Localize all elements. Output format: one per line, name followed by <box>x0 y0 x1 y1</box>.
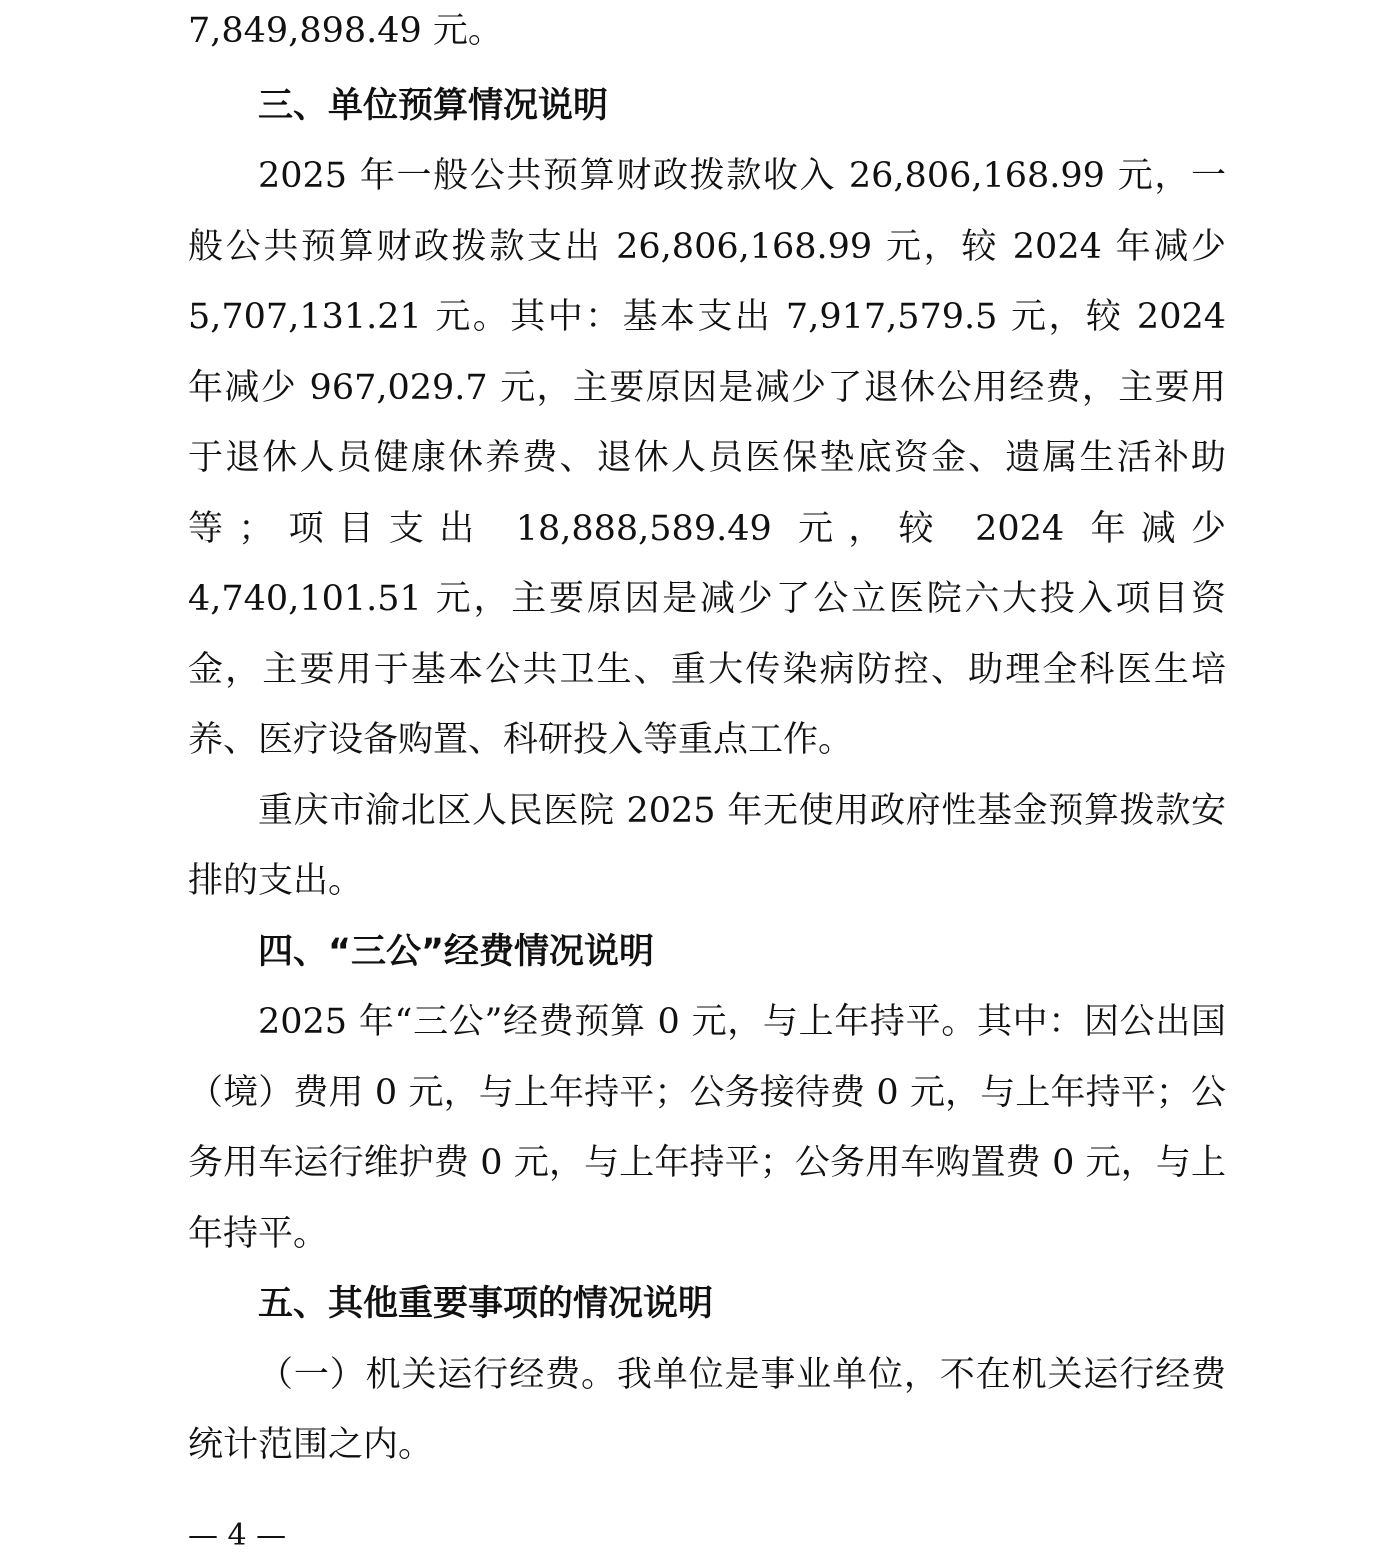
page-number: — 4 — <box>188 1518 287 1553</box>
section-5-heading: 五、其他重要事项的情况说明 <box>258 1284 714 1324</box>
section-3-paragraph-1: 2025 年一般公共预算财政拨款收入 26,806,168.99 元，一般公共预算财政拨款支出 26,806,168.99 元，较 2024 年减少 5,707,131.21 元。其中：基本支出 7,917,579.5 元，较 2024 年减少 967,029.7 元，主要原因是减少了退休公用经费，主要用于退休人员健康休养费、退休人员医保垫底资金、遗属生活补助等；项目支出 18,888,589.49 元，较 2024 年减少 4,740,101.51 元，主要原因是减少了公立医院六大投入项目资金，主要用于基本公共卫生、重大传染病防控、助理全科医生培养、医疗设备购置、科研投入等重点工作。 <box>188 156 1226 760</box>
section-3-heading: 三、单位预算情况说明 <box>258 85 609 126</box>
section-4-heading: 四、“三公”经费情况说明 <box>258 931 655 972</box>
document-body <box>188 0 1226 1481</box>
continued-paragraph-end: 7,849,898.49 元。 <box>188 11 503 51</box>
section-5-paragraph-1: （一）机关运行经费。我单位是事业单位，不在机关运行经费统计范围之内。 <box>188 1354 1226 1465</box>
section-3-paragraph-2: 重庆市渝北区人民医院 2025 年无使用政府性基金预算拨款安排的支出。 <box>188 790 1226 901</box>
section-4-paragraph-1: 2025 年“三公”经费预算 0 元，与上年持平。其中：因公出国（境）费用 0 元，与上年持平；公务接待费 0 元，与上年持平；公务用车运行维护费 0 元，与上年持平；公务用车购置费 0 元，与上年持平。 <box>188 1002 1226 1254</box>
